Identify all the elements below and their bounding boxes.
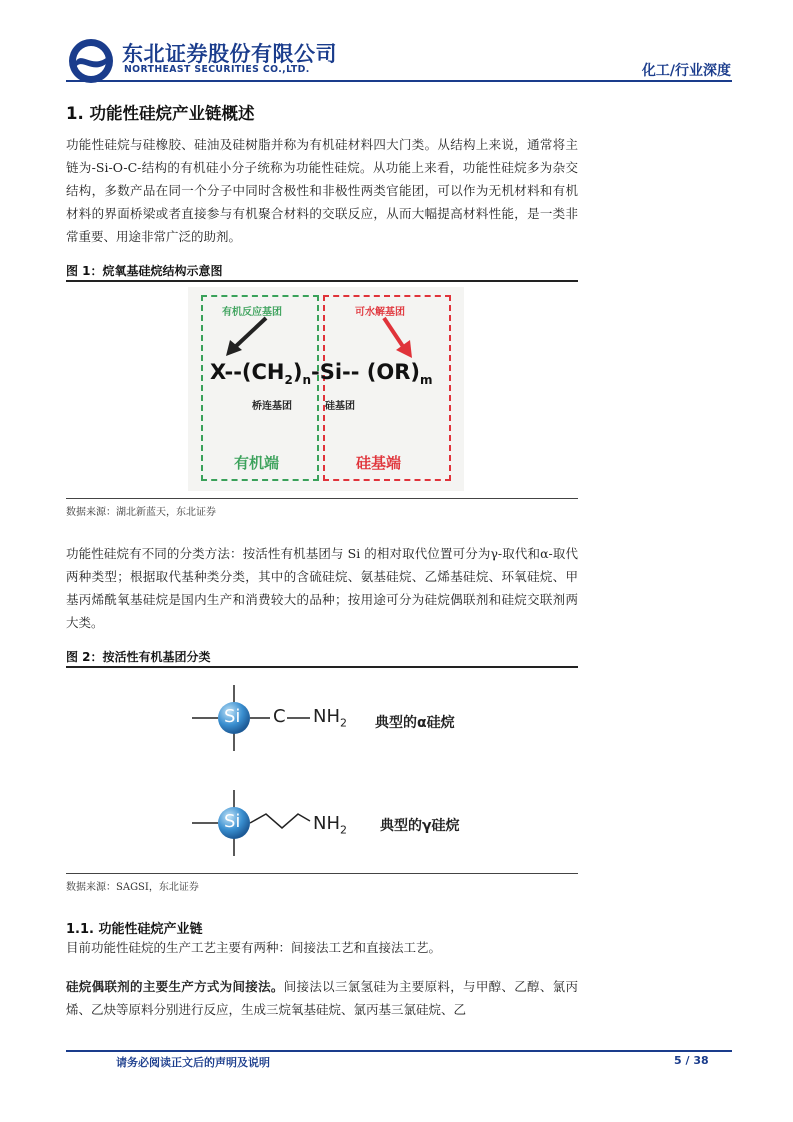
indirect-method-text: 间接法以三氯氢硅为主要原料，与甲醇、乙醇、氯丙烯、乙炔等原料分别进行反应，生成三烷氧基硅烷、氯丙基三氯硅烷、乙 (66, 979, 578, 1017)
formula-close: ) (292, 360, 303, 384)
figure2-top-rule (66, 666, 578, 668)
gamma-nh-sub: 2 (340, 823, 347, 837)
figure2-bottom-rule (66, 873, 578, 874)
alpha-si-atom: Si (224, 706, 241, 727)
section-heading: 1. 功能性硅烷产业链概述 (66, 104, 255, 123)
intro-paragraph: 功能性硅烷与硅橡胶、硅油及硅树脂并称为有机硅材料四大门类。从结构上来说，通常将主链为-Si-O-C-结构的有机硅小分子统称为功能性硅烷。从功能上来看，功能性硅烷多为杂交结构，多数产品在同一个分子中同时含极性和非极性两类官能团，可以作为无机材料和有机材料的界面桥梁或者直接参与有机聚合材料的交联反应，从而大幅提高材料性能，是一类非常重要、用途非常广泛的助剂。 (66, 137, 578, 244)
organic-end-label: 有机端 (234, 454, 280, 472)
company-name-en: NORTHEAST SECURITIES CO.,LTD. (124, 64, 310, 75)
figure2-title: 图 2：按活性有机基团分类 (66, 650, 211, 664)
alpha-amine-group (313, 706, 347, 730)
figure1-top-rule (66, 280, 578, 282)
silicon-end-label: 硅基端 (356, 454, 402, 472)
gamma-si-atom: Si (224, 811, 241, 832)
formula-si: -Si-- (OR) (311, 360, 421, 384)
classification-paragraph: 功能性硅烷有不同的分类方法：按活性有机基团与 Si 的相对取代位置可分为γ-取代和α-取代两种类型；根据取代基种类分类，其中的含硫硅烷、氨基硅烷、乙烯基硅烷、环氧硅烷、甲基丙烯酰氧基硅烷是国内生产和消费较大的品种；按用途可分为硅烷偶联剂和硅烷交联剂两大类。 (66, 546, 578, 630)
gamma-nh: NH (313, 813, 340, 834)
process-intro-paragraph: 目前功能性硅烷的生产工艺主要有两种：间接法工艺和直接法工艺。 (66, 940, 442, 955)
subsection-heading: 1.1. 功能性硅烷产业链 (66, 922, 203, 937)
figure1-bottom-rule (66, 498, 578, 499)
company-name-cn: 东北证券股份有限公司 (122, 42, 337, 66)
hydrolyzable-group-label: 可水解基团 (355, 307, 405, 318)
figure1-title: 图 1：烷氧基硅烷结构示意图 (66, 264, 223, 278)
indirect-method-lead: 硅烷偶联剂的主要生产方式为间接法。 (66, 979, 284, 994)
red-arrow-icon (378, 314, 418, 360)
logo-icon (68, 38, 114, 84)
report-category: 化工/行业深度 (641, 63, 731, 79)
formula-x: X--(CH (210, 360, 285, 384)
figure1-source: 数据来源：湖北新蓝天，东北证券 (66, 507, 216, 518)
footer-divider (66, 1050, 732, 1052)
page-number: 5 / 38 (674, 1054, 709, 1067)
formula-sub-m: m (420, 373, 433, 388)
organic-reactive-group-label: 有机反应基团 (222, 307, 282, 318)
formula-sub-2: 2 (284, 373, 293, 388)
header-divider (66, 80, 732, 82)
alpha-nh-sub: 2 (340, 716, 347, 730)
alpha-silane-label: 典型的α硅烷 (375, 715, 455, 731)
alkoxysilane-formula (210, 360, 433, 387)
alpha-carbon-atom: C (273, 706, 286, 727)
figure2-source: 数据来源：SAGSI，东北证券 (66, 882, 199, 893)
gamma-amine-group (313, 813, 347, 837)
indirect-method-paragraph (66, 975, 578, 1021)
disclaimer-notice: 请务必阅读正文后的声明及说明 (116, 1056, 270, 1069)
black-arrow-icon (222, 314, 272, 358)
bridge-group-label: 桥连基团 (252, 401, 292, 412)
formula-sub-n: n (302, 373, 312, 388)
gamma-silane-label: 典型的γ硅烷 (380, 818, 460, 834)
company-logo (68, 38, 114, 84)
alpha-nh: NH (313, 706, 340, 727)
silicon-group-label: 硅基团 (325, 401, 355, 412)
